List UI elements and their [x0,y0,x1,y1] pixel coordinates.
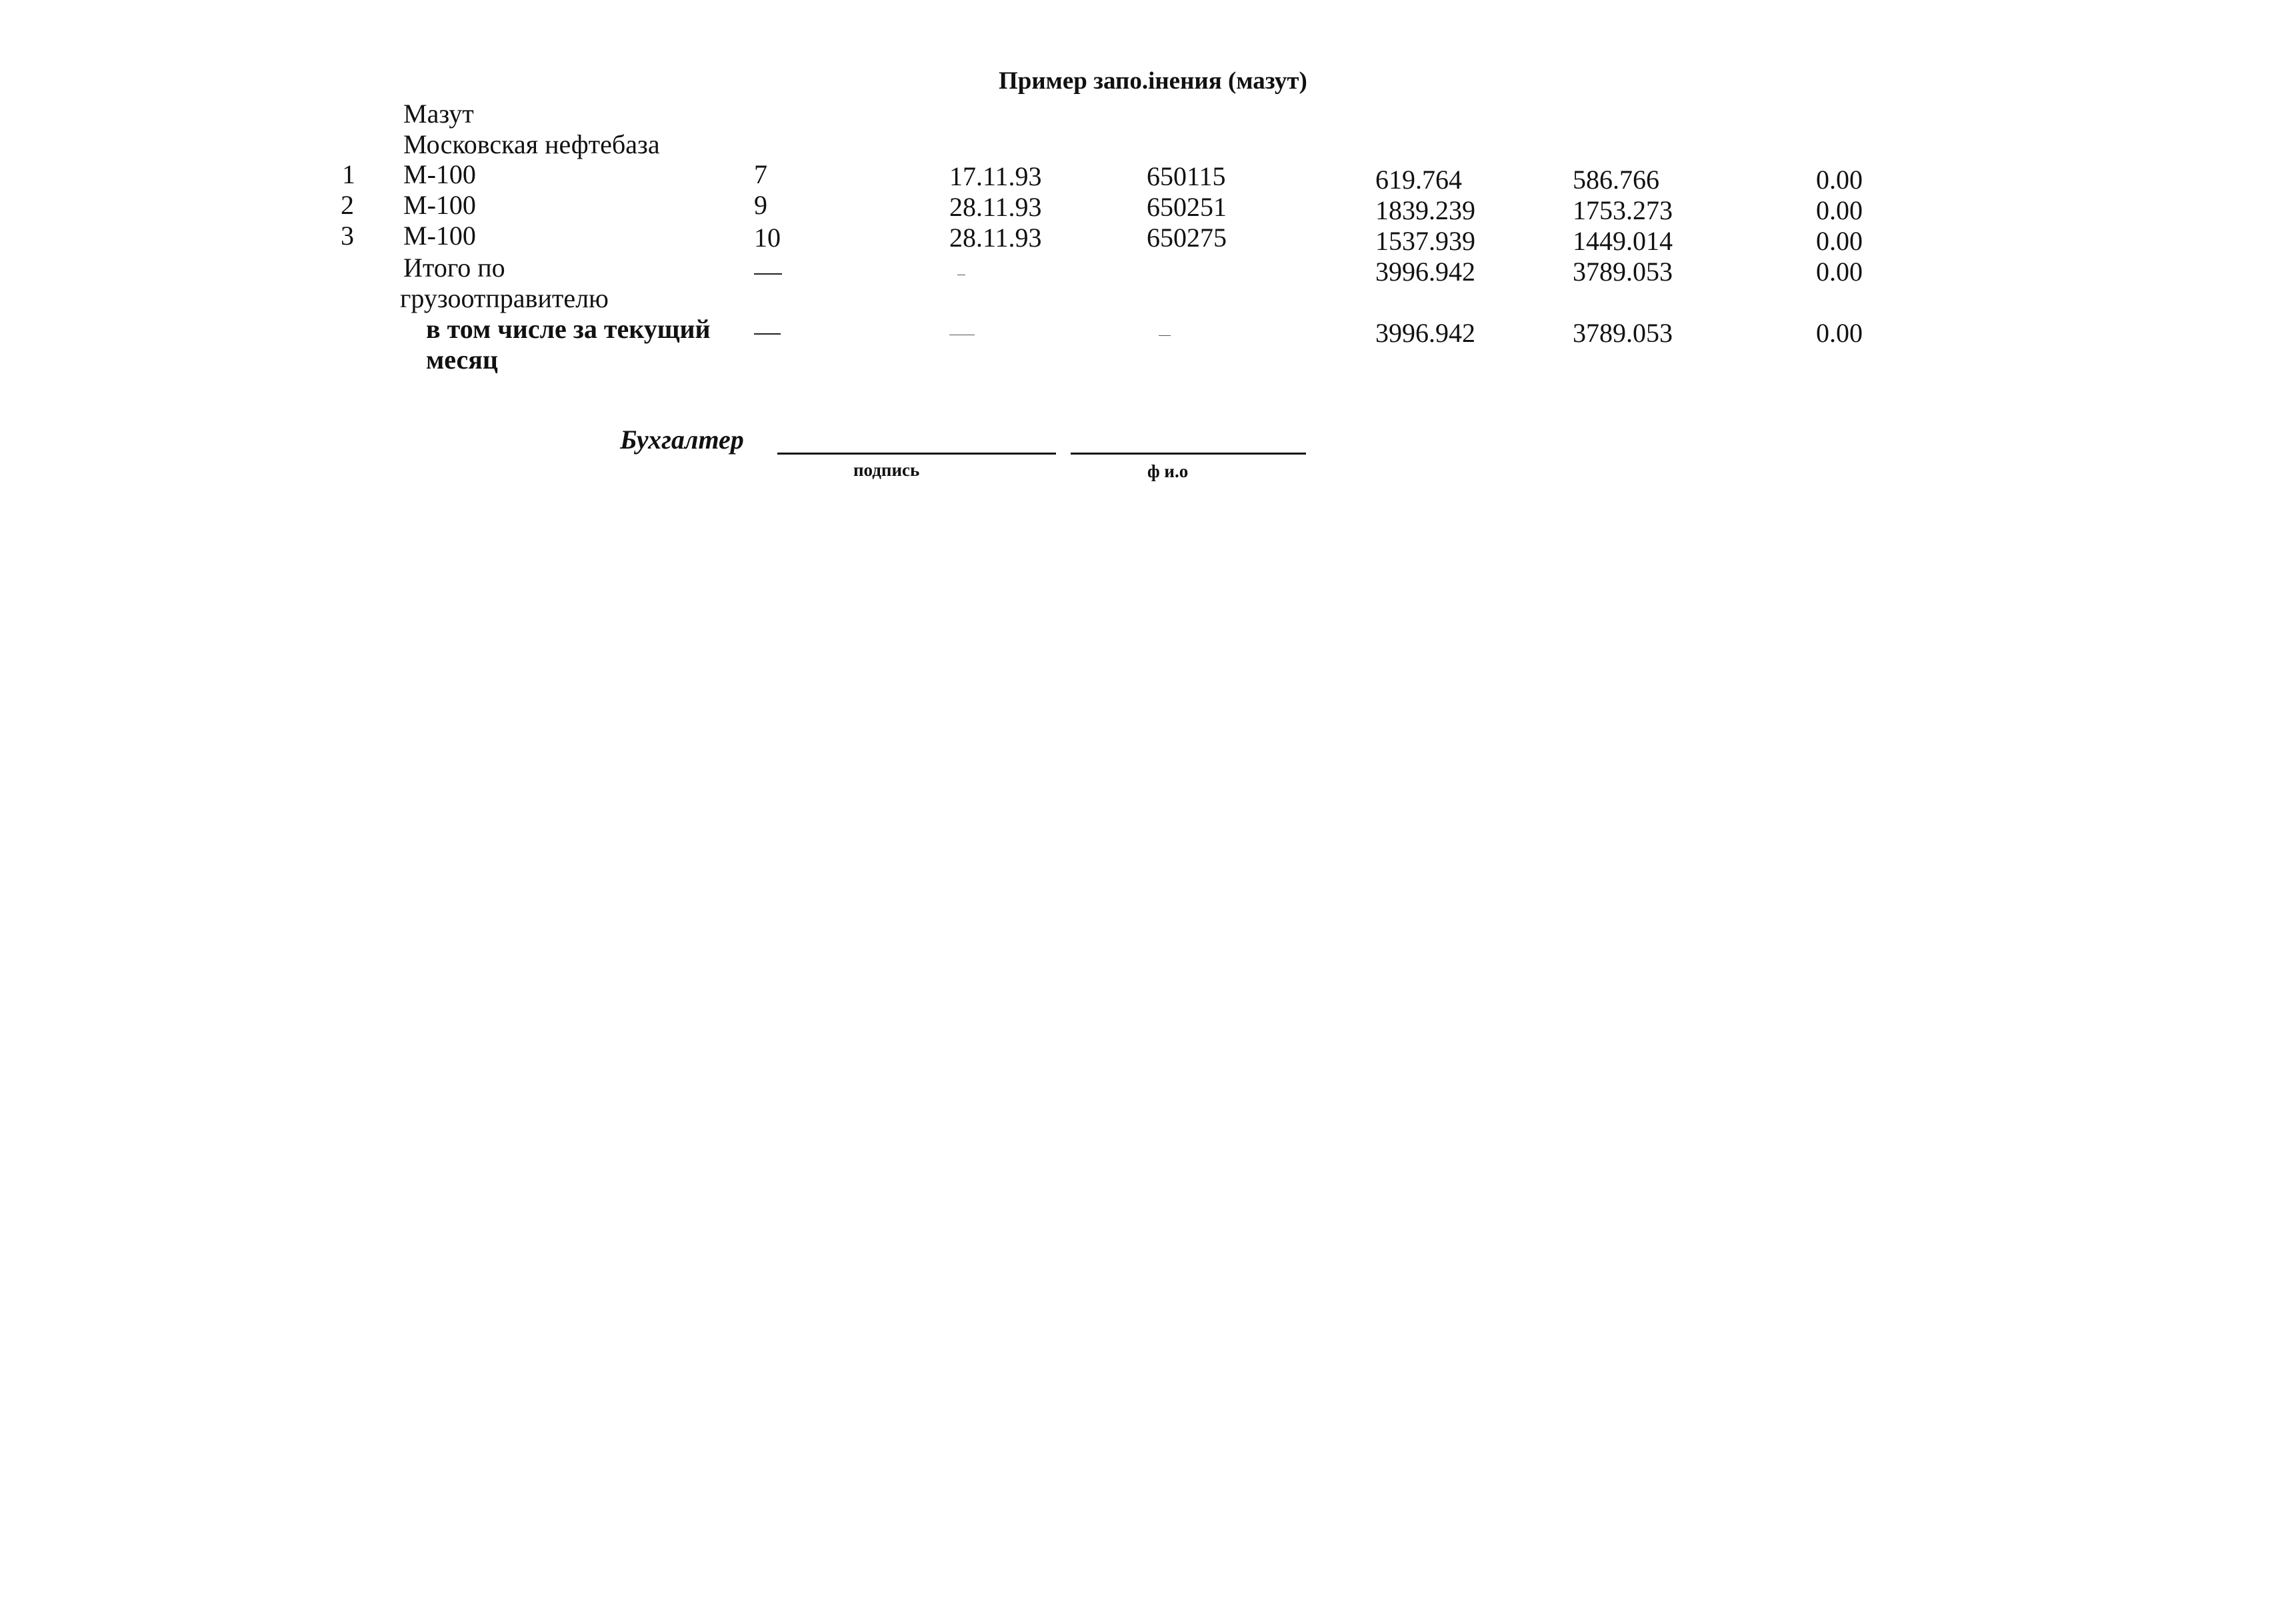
current-month-label-line1: в том числе за текущий [426,314,711,344]
total-value-1: 3996.942 [1375,257,1475,287]
signature-line [777,453,1056,455]
row-number: 2 [341,190,354,220]
quantity-cell: 9 [754,190,767,220]
total-value-3: 0.00 [1816,257,1863,287]
date-cell: 17.11.93 [949,161,1042,191]
row-number: 1 [342,159,355,189]
value-1-cell: 1839.239 [1375,195,1475,225]
product-name: М-100 [403,221,476,251]
value-1-cell: 619.764 [1375,165,1462,195]
total-value-2: 3789.053 [1573,257,1673,287]
current-month-value-2: 3789.053 [1573,318,1673,348]
name-line [1071,453,1306,455]
total-label-line1: Итого по [403,253,505,283]
empty-dash [754,333,781,335]
value-3-cell: 0.00 [1816,195,1863,225]
date-cell: 28.11.93 [949,223,1042,253]
current-month-value-3: 0.00 [1816,318,1863,348]
product-name: М-100 [403,190,476,220]
signature-caption: подпись [853,460,920,480]
page-title: Пример запо.інения (мазут) [999,67,1307,95]
value-3-cell: 0.00 [1816,226,1863,256]
consignor-label: Московская нефтебаза [403,129,660,159]
document-number-cell: 650115 [1147,161,1226,191]
date-cell: 28.11.93 [949,192,1042,222]
document-number-cell: 650275 [1147,223,1227,253]
current-month-label-line2: месяц [426,345,498,375]
name-caption: ф и.о [1147,461,1189,481]
product-group-label: Мазут [403,99,474,129]
document-number-cell: 650251 [1147,192,1227,222]
quantity-cell: 10 [754,223,781,253]
value-1-cell: 1537.939 [1375,226,1475,256]
value-3-cell: 0.00 [1816,165,1863,195]
quantity-cell: 7 [754,159,767,189]
empty-dash [1159,335,1171,336]
row-number: 3 [341,221,354,251]
accountant-label: Бухгалтер [620,425,744,455]
value-2-cell: 1449.014 [1573,226,1673,256]
value-2-cell: 1753.273 [1573,195,1673,225]
empty-dash [754,273,782,275]
current-month-value-1: 3996.942 [1375,318,1475,348]
value-2-cell: 586.766 [1573,165,1659,195]
total-label-line2: грузоотправителю [400,283,609,313]
product-name: М-100 [403,159,476,189]
